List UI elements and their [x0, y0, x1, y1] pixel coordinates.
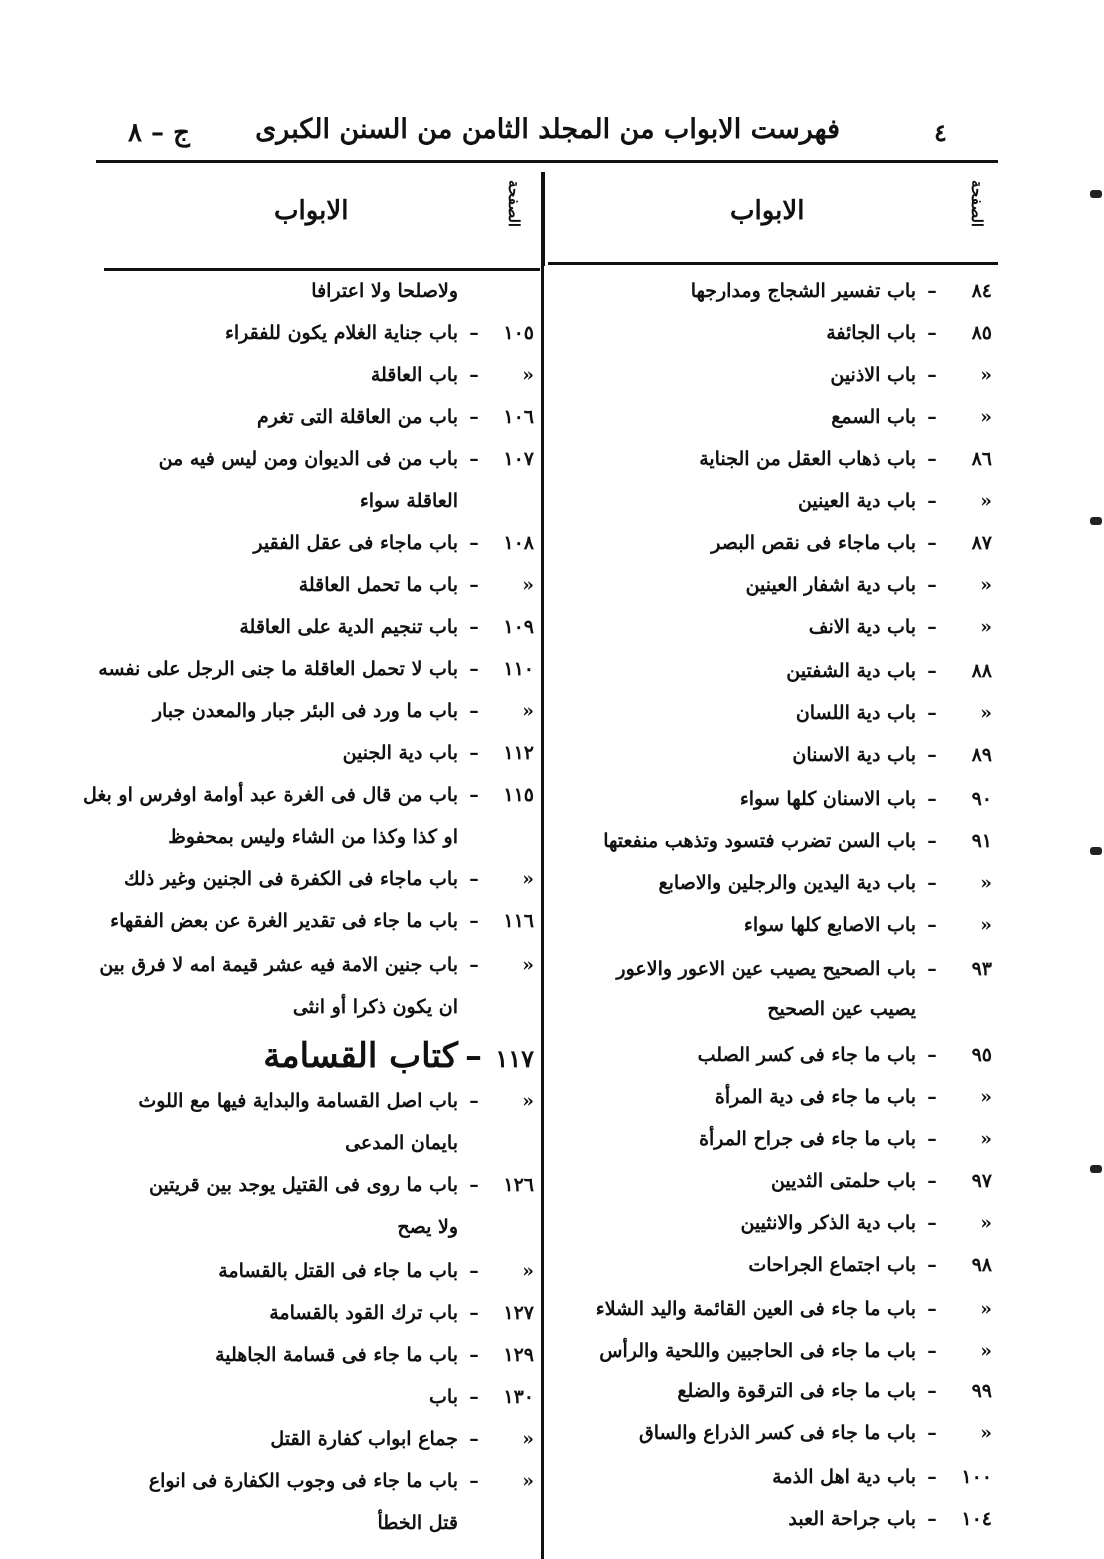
toc-entry — [560, 914, 992, 954]
toc-entry — [560, 322, 992, 362]
entry-dash: – — [469, 742, 479, 764]
entry-page-number: ١٠٨ — [503, 532, 534, 554]
entry-page-number: ١٢٩ — [503, 1344, 534, 1366]
entry-title: باب تنجيم الدية على العاقلة — [239, 616, 458, 638]
entry-dash: – — [469, 532, 479, 554]
toc-entry — [560, 1254, 992, 1294]
entry-title: باب من فى الديوان ومن ليس فيه من — [158, 448, 458, 470]
entry-dash: – — [927, 1044, 937, 1066]
entry-dash: – — [469, 1344, 479, 1366]
entry-dash: – — [927, 364, 937, 386]
entry-dash: – — [927, 1254, 937, 1276]
toc-entry — [96, 1386, 534, 1426]
toc-entry — [560, 1422, 992, 1462]
entry-page-number: « — [980, 1340, 992, 1362]
entry-title: باب ذهاب العقل من الجناية — [699, 448, 916, 470]
entry-dash: – — [469, 1428, 479, 1450]
right-column-list — [560, 280, 992, 1550]
entry-title: باب العاقلة — [370, 364, 458, 386]
entry-dash: – — [927, 872, 937, 894]
margin-mark — [1090, 190, 1102, 198]
toc-entry — [560, 1508, 992, 1548]
entry-dash: – — [927, 1128, 937, 1150]
entry-title: باب الاسنان كلها سواء — [739, 788, 916, 810]
entry-dash: – — [927, 830, 937, 852]
entry-dash: – — [927, 1422, 937, 1444]
entry-page-number: « — [522, 1260, 534, 1282]
entry-title: العاقلة سواء — [359, 490, 458, 512]
entry-dash: – — [927, 1086, 937, 1108]
entry-page-number: « — [522, 1090, 534, 1112]
entry-dash: – — [469, 658, 479, 680]
entry-continuation — [96, 1132, 534, 1172]
entry-dash: – — [927, 532, 937, 554]
toc-entry — [560, 616, 992, 656]
entry-dash: – — [469, 700, 479, 722]
entry-title: باب الاذنين — [830, 364, 916, 386]
entry-title: كتاب القسامة — [263, 1036, 458, 1076]
toc-entry — [560, 1170, 992, 1210]
toc-entry — [560, 1128, 992, 1168]
entry-dash: – — [469, 322, 479, 344]
toc-entry — [560, 532, 992, 572]
right-column-heading: الابواب — [730, 196, 805, 226]
toc-entry — [560, 406, 992, 446]
entry-dash: – — [927, 280, 937, 302]
entry-title: باب ما جاء فى الترقوة والضلع — [677, 1380, 916, 1402]
entry-page-number: ١٢٦ — [503, 1174, 534, 1196]
entry-page-number: « — [980, 364, 992, 386]
entry-title: باب ما جاء فى القتل بالقسامة — [218, 1260, 458, 1282]
toc-entry — [96, 954, 534, 994]
entry-title: باب ما جاء فى كسر الذراع والساق — [638, 1422, 916, 1444]
entry-page-number: « — [522, 954, 534, 976]
entry-page-number: ٩٧ — [971, 1170, 992, 1192]
entry-title: باب السن تضرب فتسود وتذهب منفعتها — [603, 830, 916, 852]
entry-page-number: ٩١ — [971, 830, 992, 852]
entry-title: ولاصلحا ولا اعترافا — [311, 280, 458, 302]
entry-page-number: « — [522, 700, 534, 722]
entry-page-number: « — [522, 1428, 534, 1450]
toc-entry — [96, 616, 534, 656]
toc-entry — [96, 448, 534, 488]
toc-entry — [96, 1260, 534, 1300]
entry-page-number: « — [522, 574, 534, 596]
entry-title: باب جناية الغلام يكون للفقراء — [224, 322, 458, 344]
entry-title: باب ما تحمل العاقلة — [298, 574, 458, 596]
entry-title: باب دية اهل الذمة — [772, 1466, 916, 1488]
entry-page-number: ١٠٦ — [503, 406, 534, 428]
entry-continuation — [96, 1216, 534, 1256]
entry-dash: – — [469, 910, 479, 932]
entry-page-number: ٨٩ — [971, 744, 992, 766]
entry-dash: – — [927, 1340, 937, 1362]
toc-entry — [96, 868, 534, 908]
entry-title: باب السمع — [831, 406, 916, 428]
entry-title: باب ما جاء فى الحاجبين واللحية والرأس — [599, 1340, 916, 1362]
toc-entry — [560, 1380, 992, 1420]
right-page-heading: الصفحة — [968, 180, 986, 228]
toc-entry — [96, 658, 534, 698]
toc-entry — [96, 1470, 534, 1510]
entry-page-number: ١٢٧ — [503, 1302, 534, 1324]
entry-page-number: « — [980, 872, 992, 894]
left-column-list — [82, 280, 534, 1550]
entry-continuation — [560, 998, 992, 1038]
entry-dash: – — [469, 784, 479, 806]
entry-title: باب تفسير الشجاج ومدارجها — [690, 280, 916, 302]
entry-dash: – — [927, 574, 937, 596]
entry-page-number: « — [522, 364, 534, 386]
toc-entry — [96, 364, 534, 404]
toc-entry — [560, 490, 992, 530]
entry-title: باب دية الجنين — [342, 742, 458, 764]
entry-dash: – — [927, 1170, 937, 1192]
left-page-col-divider — [544, 172, 545, 266]
entry-page-number: ١١٥ — [503, 784, 534, 806]
toc-entry — [560, 788, 992, 828]
entry-page-number: « — [522, 868, 534, 890]
entry-title: باب ترك القود بالقسامة — [269, 1302, 458, 1324]
entry-page-number: « — [980, 1298, 992, 1320]
entry-title: باب دية اليدين والرجلين والاصابع — [658, 872, 916, 894]
entry-dash: – — [927, 744, 937, 766]
entry-title: باب ما روى فى القتيل يوجد بين قريتين — [148, 1174, 458, 1196]
toc-entry — [96, 1174, 534, 1214]
toc-entry — [560, 1044, 992, 1084]
entry-page-number: ١٠٥ — [503, 322, 534, 344]
entry-page-number: ١١٧ — [495, 1044, 534, 1073]
entry-dash: – — [927, 914, 937, 936]
entry-page-number: ١١٦ — [503, 910, 534, 932]
entry-page-number: ١٠٩ — [503, 616, 534, 638]
entry-title: باب من العاقلة التى تغرم — [257, 406, 458, 428]
toc-entry — [96, 1428, 534, 1468]
entry-dash: – — [927, 702, 937, 724]
entry-title: باب لا تحمل العاقلة ما جنى الرجل على نفسه — [98, 658, 458, 680]
entry-title: باب اجتماع الجراحات — [748, 1254, 916, 1276]
entry-page-number: ٩٩ — [971, 1380, 992, 1402]
entry-title: باب ما جاء فى كسر الصلب — [697, 1044, 916, 1066]
entry-dash: – — [469, 954, 479, 976]
header-rule — [96, 160, 998, 163]
entry-dash: – — [927, 1212, 937, 1234]
entry-page-number: « — [980, 702, 992, 724]
entry-dash: – — [927, 406, 937, 428]
entry-title: باب دية الانف — [808, 616, 916, 638]
entry-page-number: « — [980, 406, 992, 428]
entry-page-number: ٨٤ — [971, 280, 992, 302]
entry-page-number: « — [980, 1422, 992, 1444]
toc-entry — [96, 406, 534, 446]
entry-dash: – — [469, 364, 479, 386]
entry-dash: – — [469, 616, 479, 638]
entry-page-number: ١١٠ — [503, 658, 534, 680]
entry-title: يصيب عين الصحيح — [767, 998, 916, 1020]
entry-dash: – — [469, 1090, 479, 1112]
entry-page-number: « — [980, 490, 992, 512]
entry-title: باب من قال فى الغرة عبد أوامة اوفرس او بغل — [82, 784, 458, 806]
toc-entry — [560, 1466, 992, 1506]
entry-title: باب اصل القسامة والبداية فيها مع اللوث — [138, 1090, 458, 1112]
entry-page-number: ١١٢ — [503, 742, 534, 764]
toc-entry — [560, 574, 992, 614]
entry-dash: – — [927, 1298, 937, 1320]
toc-entry — [560, 872, 992, 912]
toc-entry — [560, 448, 992, 488]
toc-entry — [560, 744, 992, 784]
entry-dash: – — [927, 490, 937, 512]
entry-page-number: « — [980, 616, 992, 638]
entry-title: باب جراحة العبد — [788, 1508, 916, 1530]
entry-dash: – — [927, 616, 937, 638]
toc-entry — [82, 784, 534, 824]
entry-dash: – — [927, 660, 937, 682]
entry-page-number: ٩٨ — [971, 1254, 992, 1276]
entry-continuation — [96, 996, 534, 1036]
entry-page-number: ٩٥ — [971, 1044, 992, 1066]
margin-mark — [1090, 847, 1102, 855]
entry-title: باب ما جاء فى تقدير الغرة عن بعض الفقهاء — [110, 910, 458, 932]
toc-entry — [560, 280, 992, 320]
toc-entry — [96, 910, 534, 950]
entry-dash: – — [469, 574, 479, 596]
entry-title: ولا يصح — [397, 1216, 458, 1238]
toc-entry — [96, 1090, 534, 1130]
entry-title: باب دية اشفار العينين — [745, 574, 916, 596]
entry-dash: – — [469, 448, 479, 470]
entry-title: باب ماجاء فى نقص البصر — [711, 532, 916, 554]
left-column-heading: الابواب — [274, 196, 349, 226]
entry-page-number: « — [980, 1086, 992, 1108]
margin-mark — [1090, 517, 1102, 525]
entry-title: باب دية الذكر والانثيين — [740, 1212, 916, 1234]
entry-dash: – — [469, 1302, 479, 1324]
entry-page-number: « — [522, 1470, 534, 1492]
entry-title: باب الجائفة — [826, 322, 916, 344]
entry-title: باب ماجاء فى الكفرة فى الجنين وغير ذلك — [123, 868, 458, 890]
entry-continuation — [96, 826, 534, 866]
entry-dash: – — [927, 1380, 937, 1402]
entry-page-number: ٩٣ — [971, 958, 992, 980]
entry-title: باب الصحيح يصيب عين الاعور والاعور — [616, 958, 916, 980]
entry-title: باب ماجاء فى عقل الفقير — [253, 532, 458, 554]
toc-entry — [560, 1212, 992, 1252]
toc-entry — [96, 1302, 534, 1342]
page-title: فهرست الابواب من المجلد الثامن من السنن الكبرى — [255, 114, 840, 145]
toc-entry — [560, 830, 992, 870]
entry-title: باب الاصابع كلها سواء — [743, 914, 916, 936]
entry-title: باب — [429, 1386, 458, 1408]
toc-entry — [96, 700, 534, 740]
entry-dash: – — [927, 958, 937, 980]
entry-dash: – — [465, 1036, 482, 1076]
page-number: ٤ — [934, 118, 947, 147]
entry-dash: – — [927, 1508, 937, 1530]
entry-dash: – — [469, 1386, 479, 1408]
entry-dash: – — [469, 1174, 479, 1196]
entry-title: باب ما جاء فى قسامة الجاهلية — [215, 1344, 458, 1366]
toc-entry — [96, 322, 534, 362]
entry-page-number: ١٠٠ — [961, 1466, 992, 1488]
entry-page-number: « — [980, 1128, 992, 1150]
entry-continuation — [96, 280, 534, 320]
entry-continuation — [96, 1512, 534, 1552]
entry-page-number: ١٠٤ — [961, 1508, 992, 1530]
entry-title: باب دية الشفتين — [786, 660, 916, 682]
entry-page-number: ٩٠ — [971, 788, 992, 810]
left-page-heading: الصفحة — [505, 180, 523, 228]
entry-page-number: ٨٧ — [971, 532, 992, 554]
toc-entry — [560, 1298, 992, 1338]
toc-entry — [96, 574, 534, 614]
entry-title: باب ما جاء فى دية المرأة — [714, 1086, 916, 1108]
toc-entry — [96, 742, 534, 782]
margin-mark — [1090, 1165, 1102, 1173]
toc-entry — [96, 1344, 534, 1384]
entry-dash: – — [927, 448, 937, 470]
entry-dash: – — [927, 788, 937, 810]
entry-dash: – — [469, 406, 479, 428]
entry-title: باب حلمتى الثديين — [770, 1170, 916, 1192]
column-divider — [541, 172, 544, 1559]
entry-title: باب ما ورد فى البئر جبار والمعدن جبار — [152, 700, 458, 722]
toc-entry — [560, 1340, 992, 1380]
right-header-rule — [548, 262, 998, 265]
toc-entry — [560, 1086, 992, 1126]
entry-page-number: « — [980, 1212, 992, 1234]
entry-title: قتل الخطأ — [377, 1512, 458, 1534]
entry-dash: – — [469, 1470, 479, 1492]
entry-page-number: « — [980, 914, 992, 936]
entry-page-number: ٨٦ — [971, 448, 992, 470]
entry-title: باب دية اللسان — [795, 702, 916, 724]
entry-dash: – — [927, 322, 937, 344]
entry-page-number: ١٣٠ — [503, 1386, 534, 1408]
left-header-rule — [104, 268, 540, 271]
toc-entry — [560, 958, 992, 998]
entry-title: باب دية العينين — [797, 490, 916, 512]
entry-title: جماع ابواب كفارة القتل — [270, 1428, 458, 1450]
entry-page-number: ٨٥ — [971, 322, 992, 344]
entry-dash: – — [469, 1260, 479, 1282]
entry-page-number: ٨٨ — [971, 660, 992, 682]
entry-title: باب ما جاء فى وجوب الكفارة فى انواع — [148, 1470, 458, 1492]
entry-title: بايمان المدعى — [345, 1132, 458, 1154]
toc-entry — [96, 532, 534, 572]
toc-entry — [560, 660, 992, 700]
toc-entry — [560, 364, 992, 404]
entry-dash: – — [469, 868, 479, 890]
entry-page-number: ١٠٧ — [503, 448, 534, 470]
entry-title: باب جنين الامة فيه عشر قيمة امه لا فرق بين — [99, 954, 458, 976]
entry-title: باب ما جاء فى العين القائمة واليد الشلاء — [595, 1298, 916, 1320]
entry-title: باب دية الاسنان — [792, 744, 916, 766]
entry-dash: – — [927, 1466, 937, 1488]
entry-title: او كذا وكذا من الشاء وليس بمحفوظ — [168, 826, 458, 848]
entry-title: ان يكون ذكرا أو انثى — [292, 996, 458, 1018]
entry-title: باب ما جاء فى جراح المرأة — [699, 1128, 916, 1150]
toc-entry — [560, 702, 992, 742]
entry-page-number: « — [980, 574, 992, 596]
volume-label: ج – ٨ — [128, 118, 190, 148]
entry-continuation — [96, 490, 534, 530]
book-heading — [96, 1036, 534, 1076]
